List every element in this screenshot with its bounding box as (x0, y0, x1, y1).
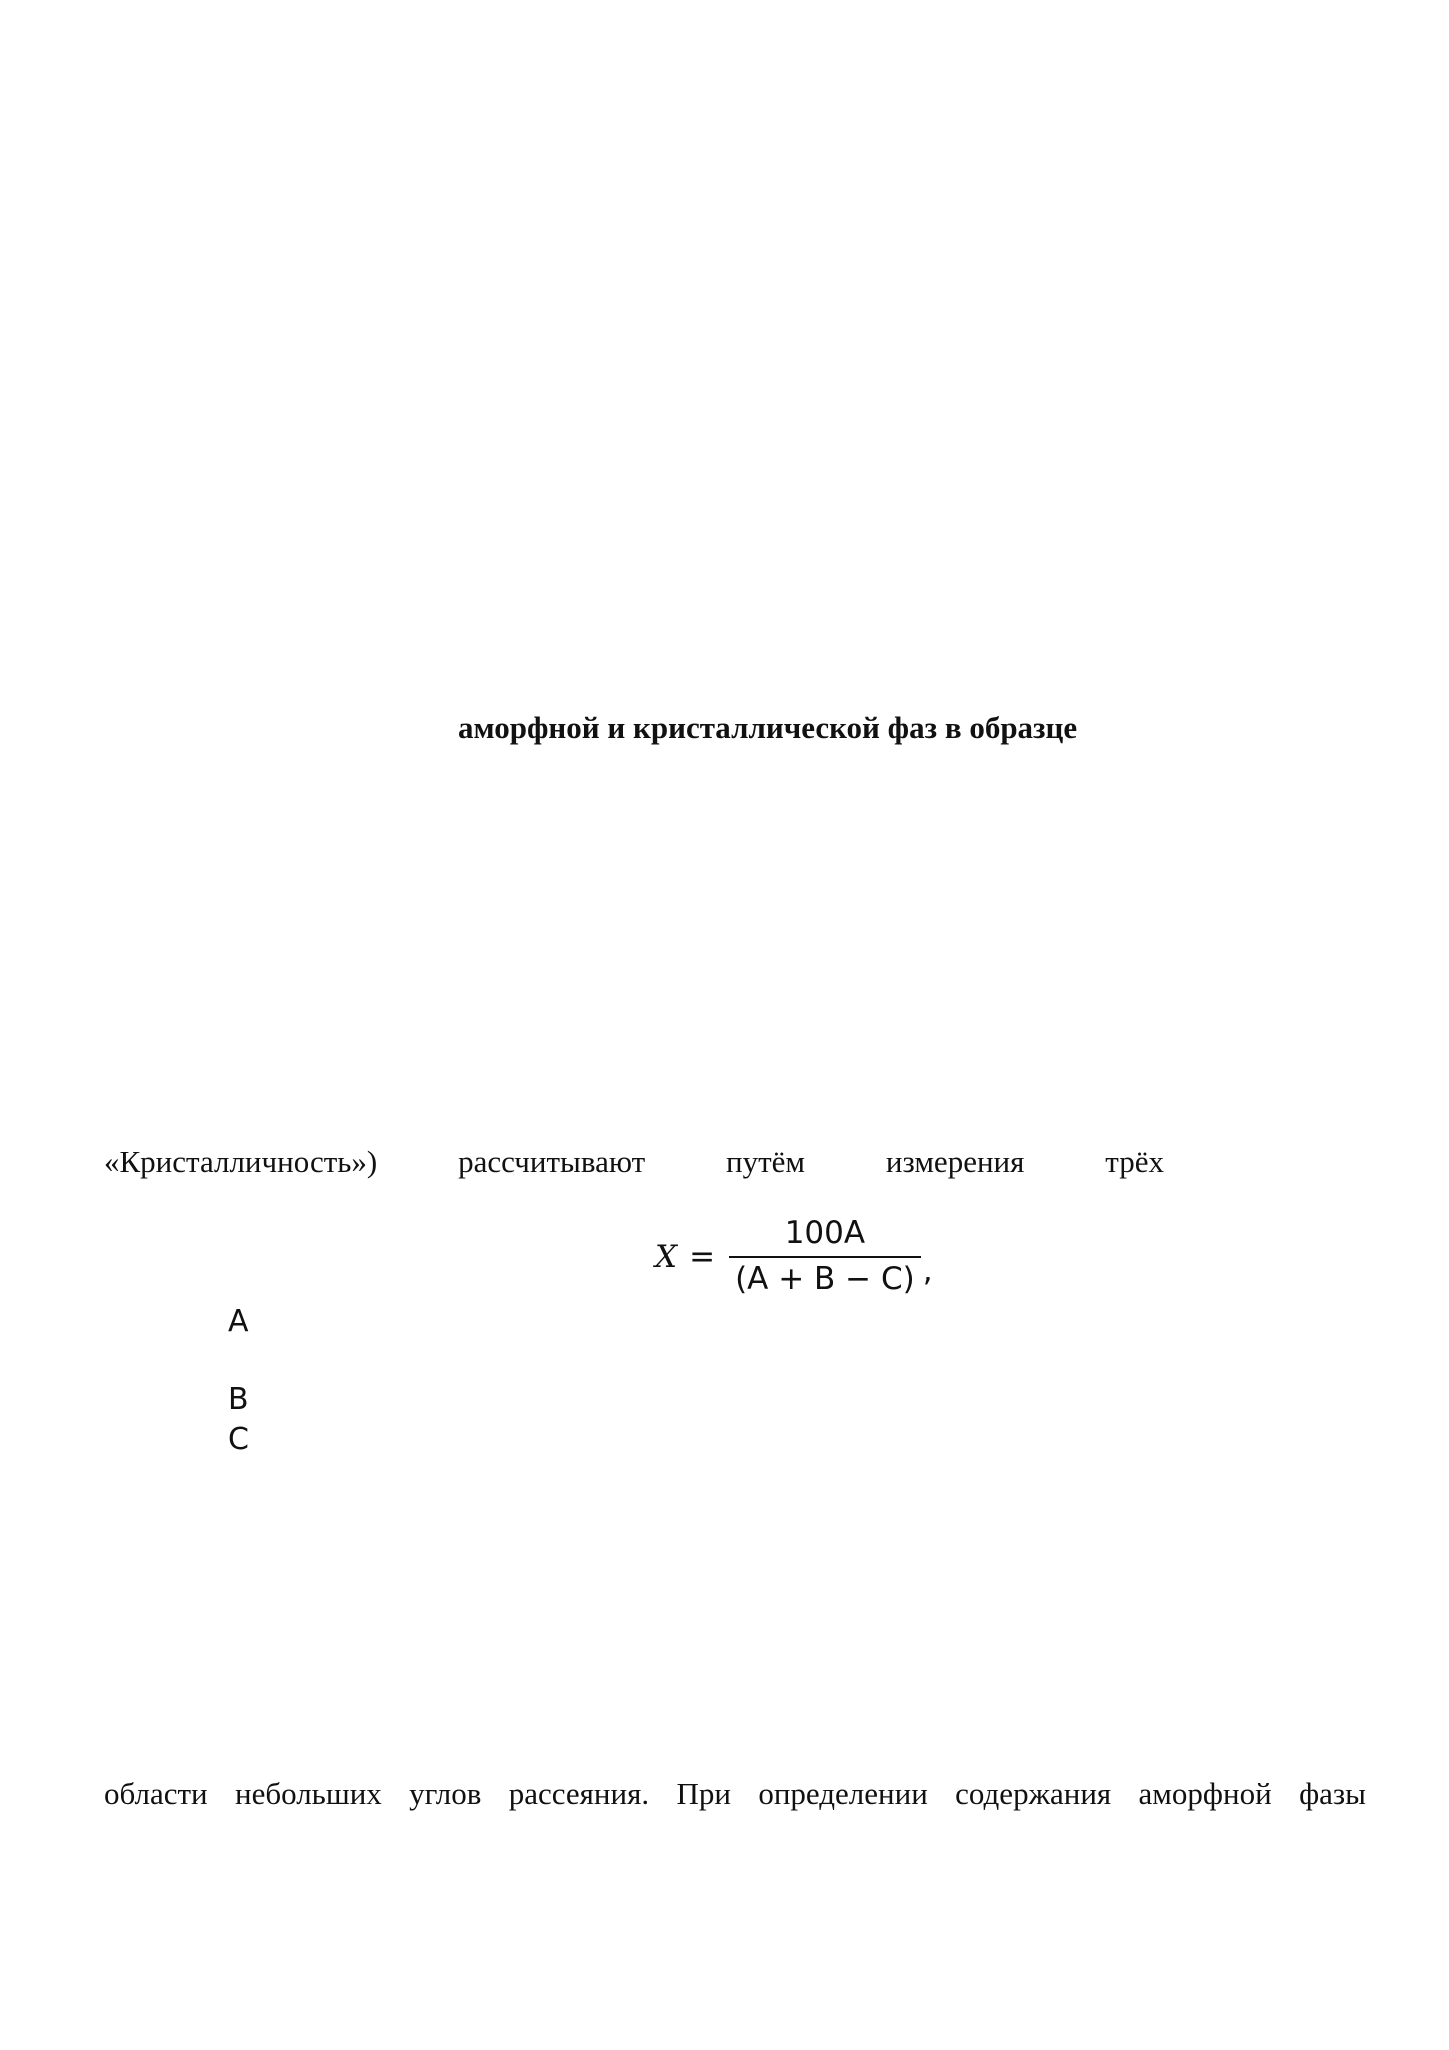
formula-comma: , (922, 1253, 933, 1290)
word: При (676, 1776, 731, 1811)
formula-fraction (729, 1216, 921, 1297)
crystallinity-formula (655, 1216, 933, 1297)
word: аморфной (1138, 1776, 1272, 1811)
formula-numerator: 100A (784, 1215, 866, 1251)
word: небольших (235, 1776, 382, 1811)
formula-equals: = (689, 1238, 716, 1275)
section-heading: аморфной и кристаллической фаз в образце (458, 710, 1078, 745)
word: рассеяния. (508, 1776, 650, 1811)
word: определении (758, 1776, 928, 1811)
word: рассчитывают (458, 1144, 646, 1179)
variable-b-label: B (228, 1382, 249, 1417)
paragraph-line-scattering (104, 1776, 1366, 1812)
word: «Кристалличность») (104, 1144, 378, 1179)
paragraph-line-crystallinity (104, 1144, 1164, 1180)
word: фазы (1299, 1776, 1366, 1811)
formula-denominator: (A + B − C) (735, 1260, 915, 1297)
word: измерения (885, 1144, 1025, 1179)
word: трёх (1105, 1144, 1164, 1179)
word: содержания (955, 1776, 1112, 1811)
word: области (104, 1776, 208, 1811)
variable-a-label: A (228, 1304, 249, 1339)
word: путём (726, 1144, 806, 1179)
variable-c-label: C (228, 1422, 249, 1457)
word: углов (409, 1776, 482, 1811)
formula-lhs: X (655, 1238, 678, 1275)
